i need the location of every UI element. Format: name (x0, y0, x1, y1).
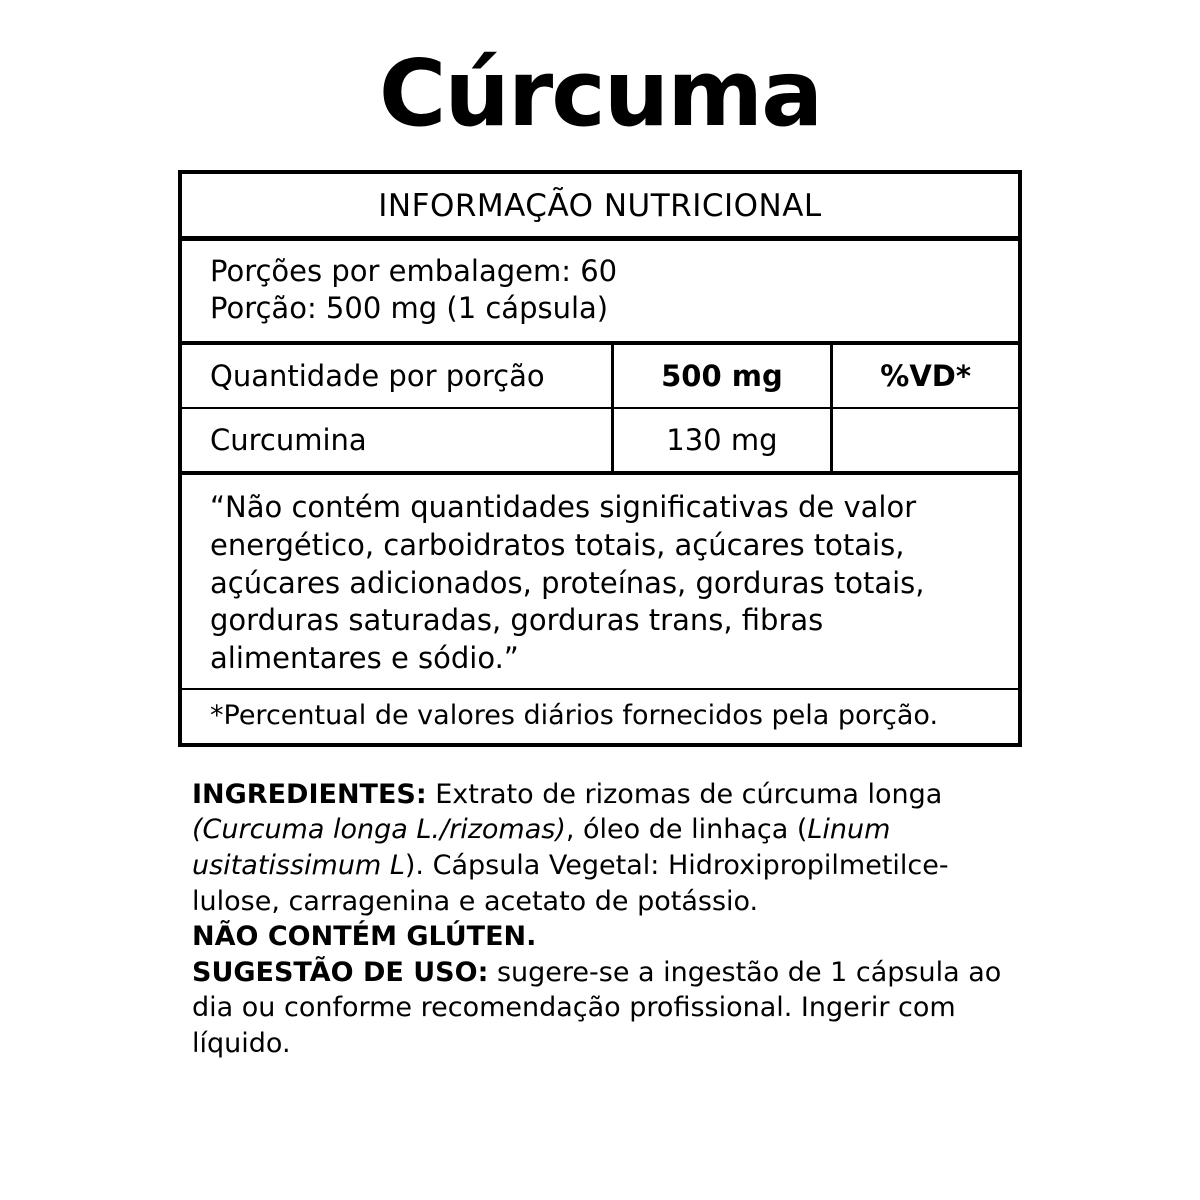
nutrient-name: Curcumina (210, 423, 367, 458)
ingredients-label: INGREDIENTES: (192, 778, 427, 810)
nutrition-table (182, 345, 1018, 407)
ingredients-italic-1: (Curcuma longa L./rizomas) (192, 814, 566, 846)
nutrition-facts-panel (178, 170, 1022, 747)
ingredients-text-3: ). Cápsula Vegetal: Hidroxipropilmetilce-lulose, carragenina e acetato de potássio. (192, 849, 949, 917)
ingredients-block (192, 777, 1022, 1062)
nutrition-disclaimer: “Não contém quantidades significativas de valor energético, carboidratos totais, açúcares totais, açúcares adicionados, proteínas, gorduras totais, gorduras saturadas, gorduras trans, fibras alimentares e sódio.” (210, 490, 925, 675)
usage-label: SUGESTÃO DE USO: (192, 956, 489, 988)
header-percent-dv: %VD* (880, 359, 972, 394)
table-header-row (182, 345, 1018, 407)
header-amount-per-serving: Quantidade por porção (210, 359, 545, 394)
ingredients-italic-2: Linum usitatissimum L (192, 814, 891, 881)
page-title: Cúrcuma (378, 40, 822, 147)
table-row (182, 409, 1018, 471)
nutrition-panel-heading: INFORMAÇÃO NUTRICIONAL (378, 188, 822, 224)
nutrition-table-body (182, 409, 1018, 471)
ingredients-paragraph (192, 777, 1022, 920)
percent-dv-footnote: *Percentual de valores diários fornecidos pela porção. (210, 699, 939, 731)
servings-per-package: Porções por embalagem: 60 (210, 254, 618, 288)
ingredients-text-2: , óleo de linhaça ( (565, 814, 808, 846)
nutrient-percent-dv (832, 409, 1018, 471)
nutrient-amount: 130 mg (612, 409, 832, 471)
serving-size: Porção: 500 mg (1 cápsula) (210, 291, 609, 326)
serving-info (182, 241, 1018, 341)
usage-text: sugere-se a ingestão de 1 cápsula ao dia ou conforme recomendação profissional. Ingerir com líquido. (192, 956, 1002, 1060)
gluten-free-statement: NÃO CONTÉM GLÚTEN. (192, 921, 537, 953)
ingredients-text-1: Extrato de rizomas de cúrcuma longa (426, 778, 943, 810)
header-serving-amount: 500 mg (612, 345, 832, 407)
usage-paragraph (192, 955, 1022, 1062)
